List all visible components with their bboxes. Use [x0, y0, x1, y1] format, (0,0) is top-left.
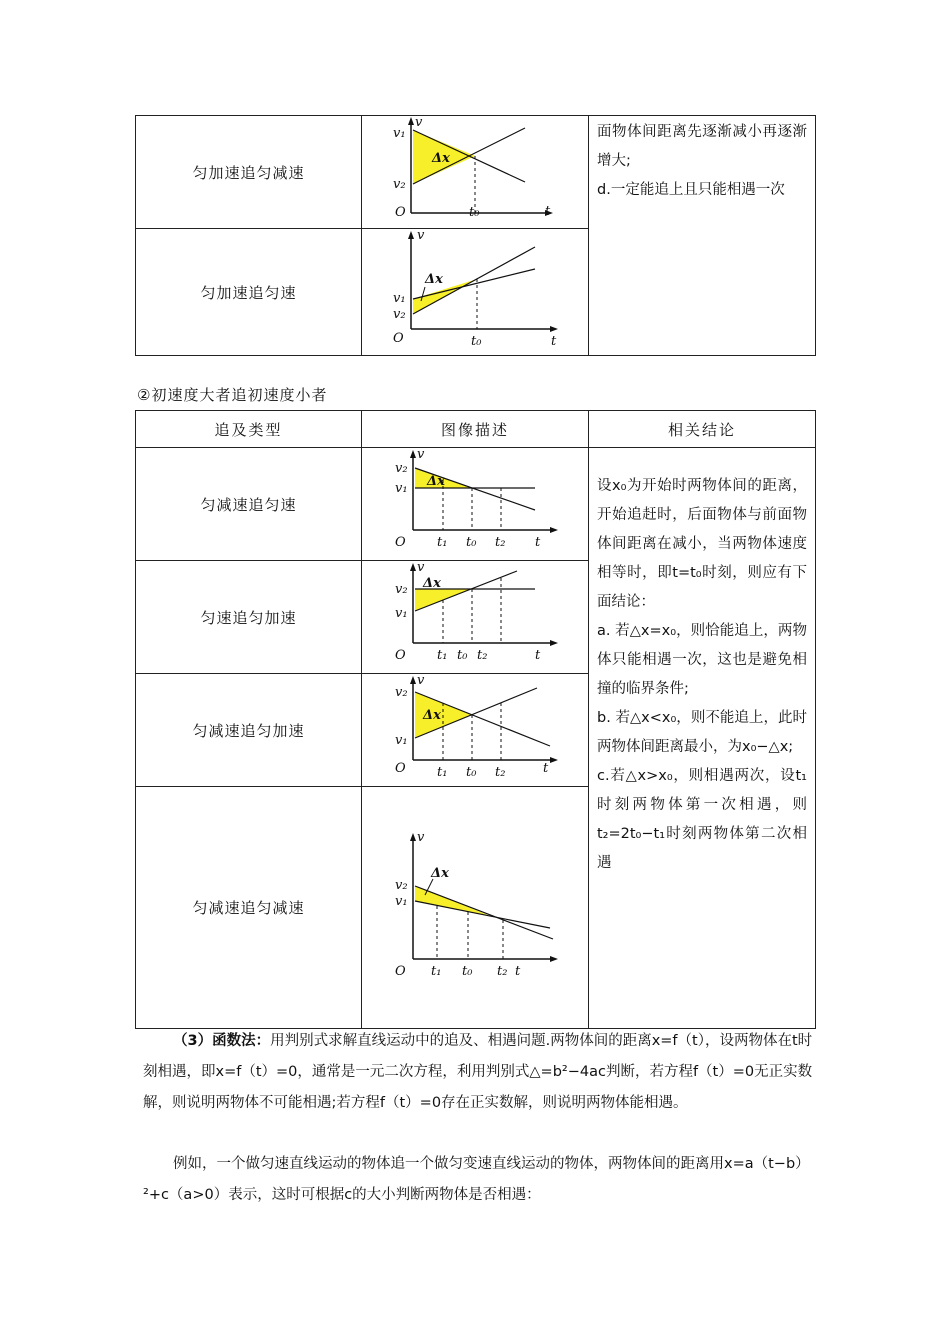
conclusion-cell	[589, 448, 816, 1029]
v1-label: v₁	[395, 733, 408, 748]
delta-x-label: Δx	[423, 708, 441, 723]
graph-cell	[362, 674, 589, 787]
t0-label: t₀	[469, 205, 480, 220]
conclusion-c: c.若△x>x₀，则相遇两次，设t₁时刻两物体第一次相遇，则t₂=2t₀−t₁时刻两物体第二次相遇	[597, 768, 807, 871]
origin-label: O	[395, 205, 406, 220]
type-cell: 匀减速追匀速	[136, 448, 362, 561]
paragraph-function-method	[143, 1026, 813, 1119]
axis-v-label: v	[417, 561, 425, 575]
graph-cell	[362, 787, 589, 1029]
conclusion-intro: 设x₀为开始时两物体间的距离，开始追赶时，后面物体与前面物体间距离在减小，当两物体速度相等时，即t=t₀时刻，则应有下面结论：	[597, 478, 807, 610]
delta-x-label: Δx	[431, 865, 449, 881]
axis-v-label: v	[417, 229, 425, 243]
axis-v-label: v	[417, 674, 425, 688]
v1-label: v₁	[395, 893, 408, 909]
origin-label: O	[395, 963, 406, 979]
t0-label: t₀	[471, 334, 482, 349]
type-cell: 匀加速追匀减速	[136, 116, 362, 229]
delta-x-label: Δx	[427, 474, 445, 489]
decel-line-2	[415, 901, 550, 928]
graph-decel-chase-uniform	[375, 448, 575, 556]
decel-line-1	[415, 886, 553, 939]
graph-uniform-chase-accel	[375, 561, 575, 669]
graph-accel-chase-uniform	[375, 229, 575, 351]
origin-label: O	[393, 331, 404, 346]
t0-label: t₀	[466, 765, 477, 780]
t0-label: t₀	[462, 963, 473, 979]
v2-label: v₂	[393, 177, 406, 192]
t2-label: t₂	[495, 535, 506, 550]
origin-label: O	[395, 761, 406, 776]
header-conclusion: 相关结论	[589, 411, 816, 448]
graph-cell	[362, 116, 589, 229]
axis-v-label: v	[417, 448, 425, 462]
graph-cell	[362, 561, 589, 674]
conclusion-b: b. 若△x<x₀，则不能追上，此时两物体间距离最小，为x₀−△x;	[597, 710, 807, 755]
v1-label: v₁	[395, 606, 408, 621]
conclusion-cell	[589, 116, 816, 356]
axis-t-label: t	[535, 535, 541, 550]
t1-label: t₁	[437, 535, 448, 550]
type-cell: 匀减速追匀加速	[136, 674, 362, 787]
type-cell: 匀减速追匀减速	[136, 787, 362, 1029]
delta-x-label: Δx	[425, 272, 443, 287]
axis-v-label: v	[417, 830, 425, 845]
v2-label: v₂	[395, 461, 408, 476]
t2-label: t₂	[497, 963, 508, 979]
graph-cell	[362, 448, 589, 561]
graph-accel-chase-decel	[375, 116, 575, 224]
graph-decel-chase-decel	[375, 831, 575, 981]
table-2	[135, 410, 816, 1029]
t2-label: t₂	[477, 648, 488, 663]
type-cell: 匀加速追匀速	[136, 229, 362, 356]
v2-label: v₂	[395, 877, 408, 893]
paragraph-body: 用判别式求解直线运动中的追及、相遇问题.两物体间的距离x=f（t），设两物体在t时刻相遇，即x=f（t）=0，通常是一元二次方程，利用判别式△=b²−4ac判断，若方程f（t）=0无正实数解，则说明两物体不可能相遇;若方程f（t）=0存在正实数解，则说明两物体能相遇。	[143, 1033, 813, 1111]
t1-label: t₁	[437, 648, 448, 663]
axis-t-label: t	[551, 334, 557, 349]
v1-label: v₁	[395, 481, 408, 496]
conclusion-line: d.一定能追上且只能相遇一次	[597, 182, 785, 198]
axis-v-label: v	[415, 116, 423, 130]
header-type: 追及类型	[136, 411, 362, 448]
t0-label: t₀	[466, 535, 477, 550]
graph-cell	[362, 229, 589, 356]
t0-label: t₀	[457, 648, 468, 663]
origin-label: O	[395, 648, 406, 663]
paragraph-heading: （3）函数法：	[173, 1033, 271, 1049]
delta-x-label: Δx	[423, 576, 441, 591]
table-1	[135, 115, 816, 356]
section-2-title: ②初速度大者追初速度小者	[137, 386, 328, 404]
graph-decel-chase-accel	[375, 674, 575, 782]
conclusion-a: a. 若△x=x₀，则恰能追上，两物体只能相遇一次，这也是避免相撞的临界条件;	[597, 623, 807, 697]
t1-label: t₁	[437, 765, 448, 780]
v2-label: v₂	[393, 307, 406, 322]
conclusion-line: 面物体间距离先逐渐减小再逐渐增大;	[597, 124, 807, 169]
header-graph: 图像描述	[362, 411, 589, 448]
v2-label: v₂	[395, 582, 408, 597]
v1-label: v₁	[393, 126, 406, 141]
type-cell: 匀速追匀加速	[136, 561, 362, 674]
paragraph-example: 例如，一个做匀速直线运动的物体追一个做匀变速直线运动的物体，两物体间的距离用x=a（t−b）²+c（a>0）表示，这时可根据c的大小判断两物体是否相遇：	[143, 1156, 810, 1203]
axis-t-label: t	[545, 204, 551, 219]
origin-label: O	[395, 535, 406, 550]
delta-x-label: Δx	[432, 151, 450, 166]
axis-t-label: t	[543, 761, 549, 776]
v2-label: v₂	[395, 685, 408, 700]
t1-label: t₁	[431, 963, 442, 979]
axis-t-label: t	[535, 648, 541, 663]
axis-t-label: t	[515, 963, 521, 979]
t2-label: t₂	[495, 765, 506, 780]
v1-label: v₁	[393, 291, 406, 306]
